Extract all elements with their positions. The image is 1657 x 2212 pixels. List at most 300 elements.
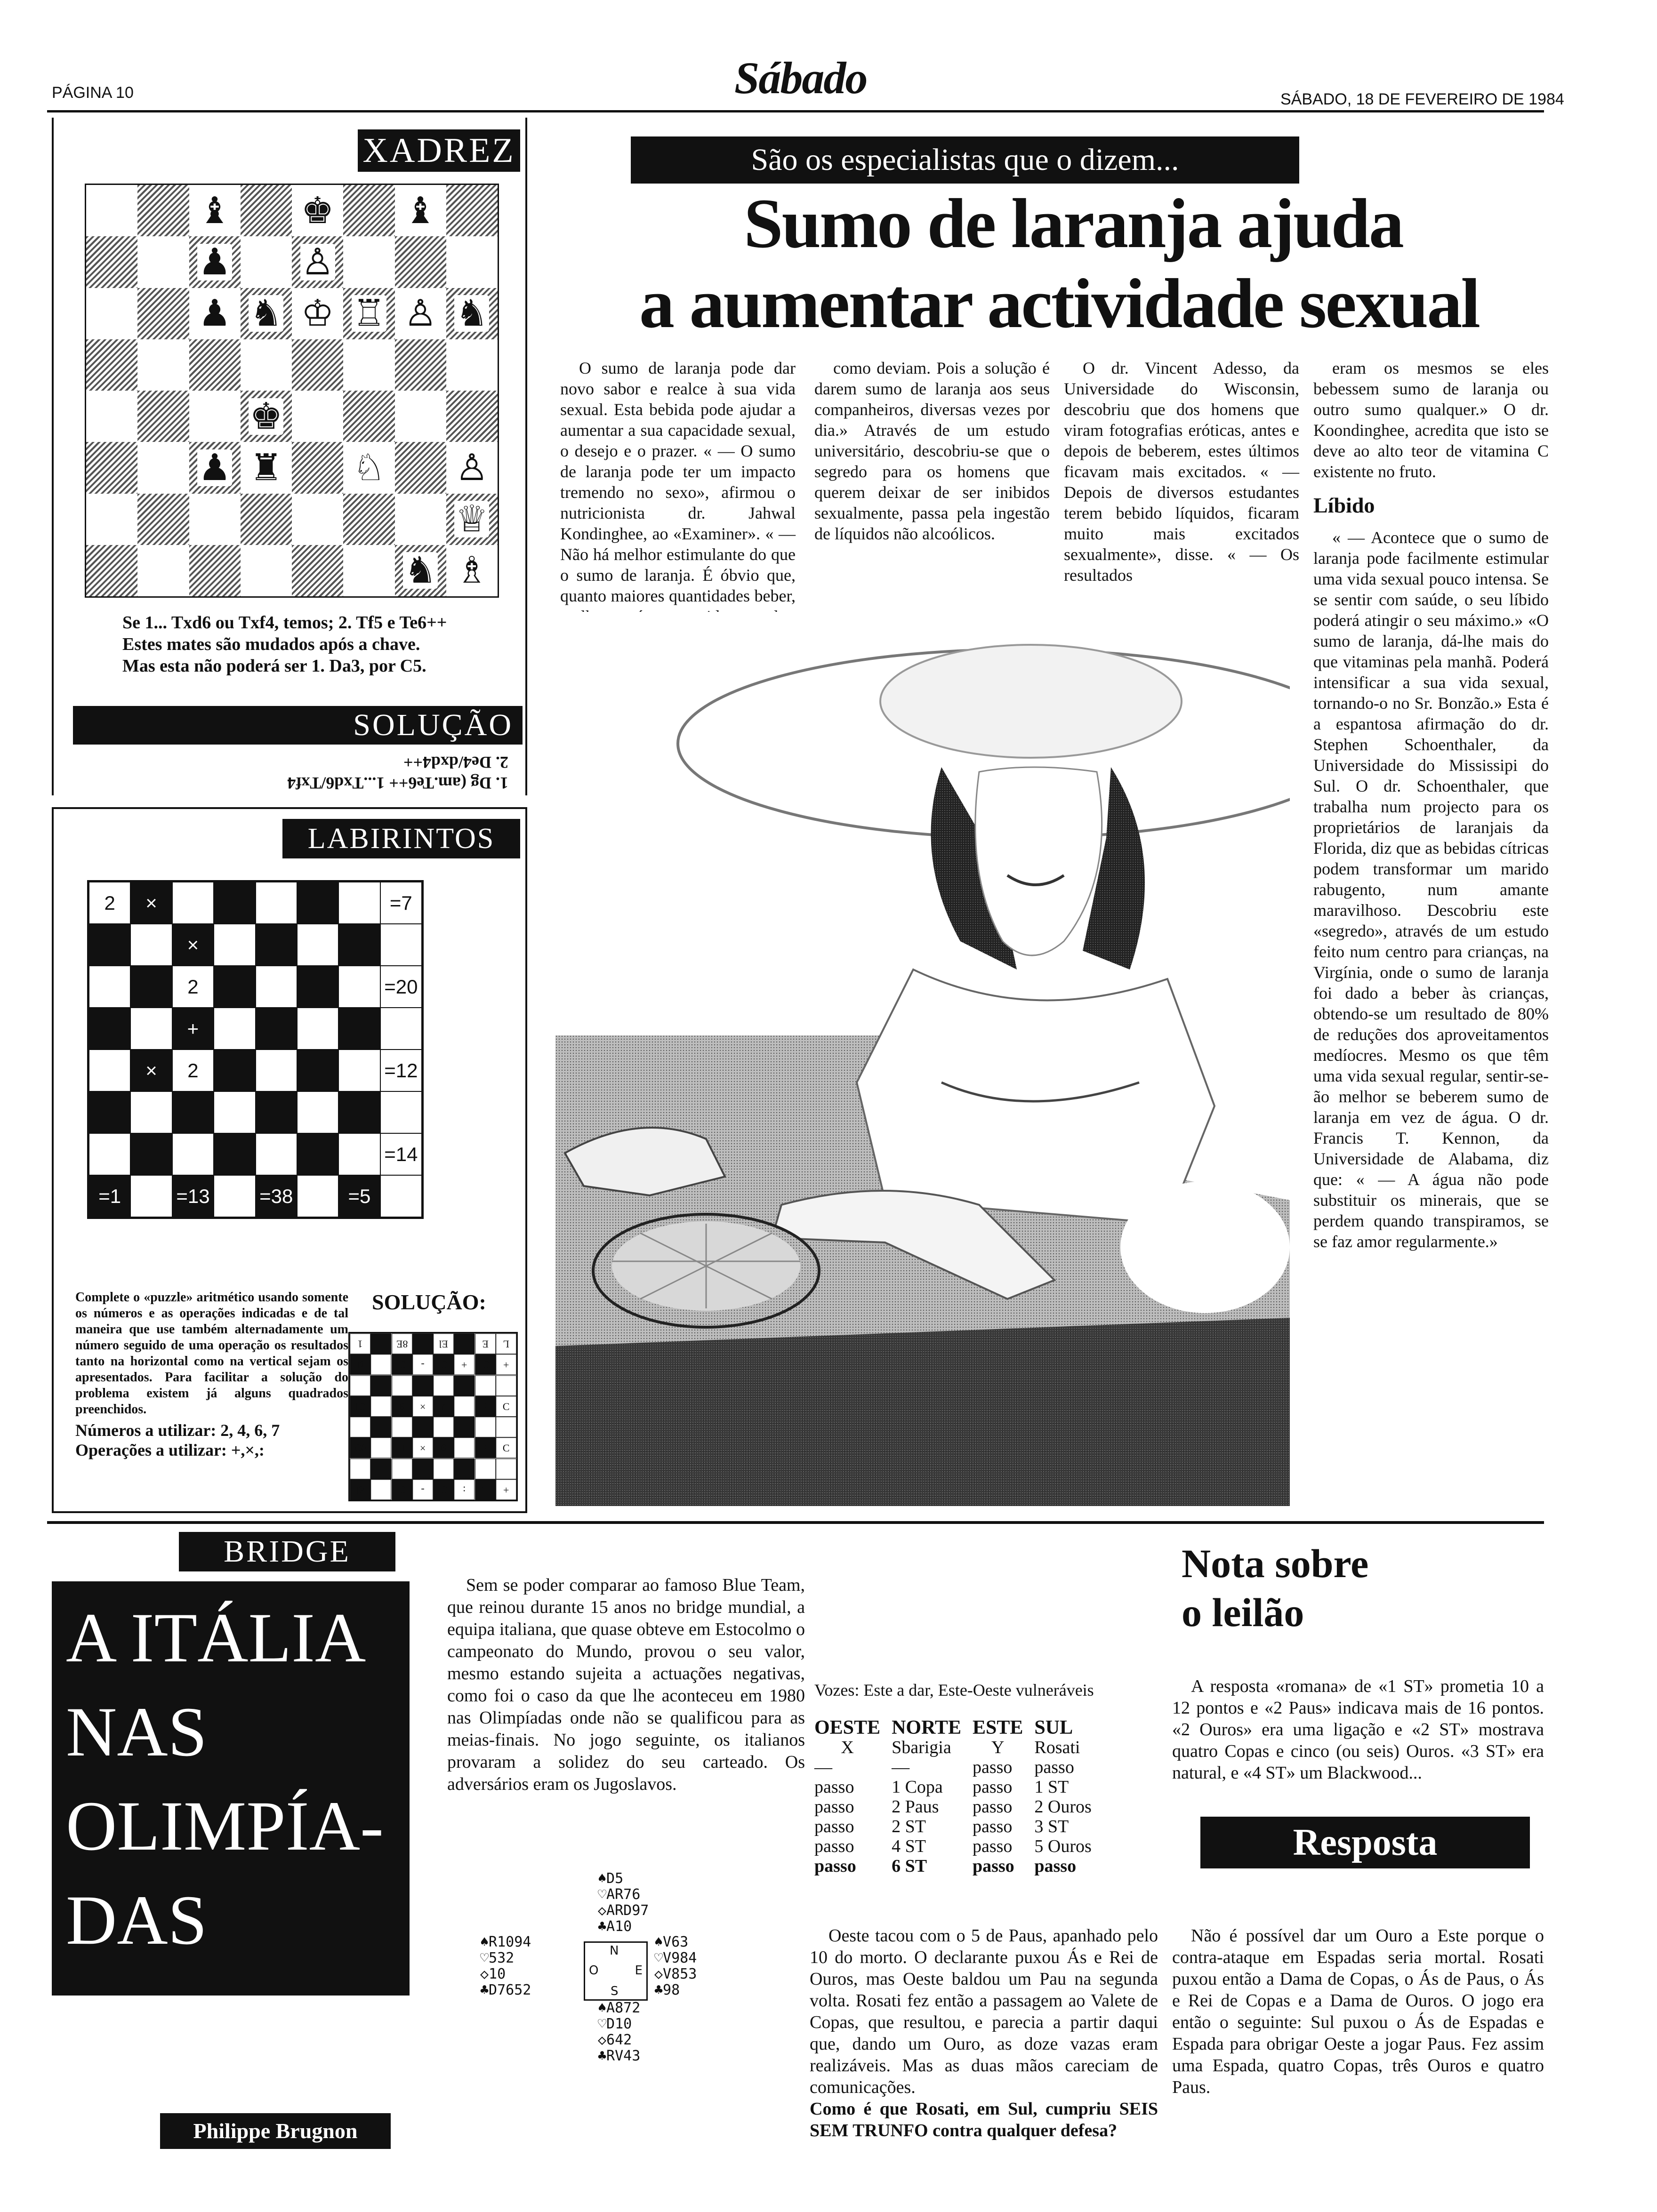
maze-solution-cell <box>433 1375 454 1396</box>
bidding-cell: 2 Ouros <box>1034 1797 1092 1817</box>
maze-solution-cell: : <box>475 1437 496 1458</box>
south-diamonds: ◇642 <box>598 2032 632 2048</box>
bidding-cell: 5 Ouros <box>1034 1836 1092 1856</box>
maze-solution-cell <box>392 1417 412 1437</box>
chess-piece: ♟ <box>198 292 232 335</box>
maze-cell <box>297 1175 338 1217</box>
maze-instructions <box>75 1290 348 1460</box>
chess-square <box>343 288 394 339</box>
bidding-cell: passo <box>972 1797 1013 1817</box>
maze-cell <box>130 1008 172 1050</box>
bidding-row <box>814 1836 1103 1856</box>
article-kicker: São os especialistas que o dizem... <box>631 136 1299 184</box>
bidding-names-row <box>814 1738 1103 1757</box>
bidding-header-row <box>814 1718 1103 1738</box>
maze-solution-cell: Ɔ <box>433 1354 454 1375</box>
maze-cell <box>297 1091 338 1133</box>
chess-square <box>86 288 137 339</box>
bridge-play <box>810 1925 1158 2141</box>
bidding-table <box>814 1718 1103 1876</box>
bidding-player: Sbarigia <box>892 1738 951 1757</box>
chess-piece: ♙ <box>404 292 437 335</box>
bidding-header: SUL <box>1034 1717 1073 1739</box>
maze-solution-cell <box>496 1375 516 1396</box>
maze-cell <box>214 1133 255 1175</box>
bidding-intro: Vozes: Este a dar, Este-Oeste vulneráveis <box>814 1681 1094 1699</box>
chess-square <box>292 545 343 596</box>
chess-square <box>292 442 343 493</box>
maze-solution-cell <box>350 1417 370 1437</box>
maze-cell <box>89 1008 130 1050</box>
chess-piece: ♗ <box>455 549 489 592</box>
maze-solution-cell <box>412 1459 433 1479</box>
chess-square <box>446 236 498 288</box>
maze-cell <box>338 966 380 1008</box>
maze-cell: × <box>130 1050 172 1091</box>
west-hearts: ♡532 <box>480 1950 515 1966</box>
chess-square <box>137 545 189 596</box>
chess-square <box>343 391 394 442</box>
maze-cell <box>380 1175 422 1217</box>
maze-cell <box>338 924 380 966</box>
maze-solution-cell <box>350 1459 370 1479</box>
north-clubs: ♣A10 <box>598 1918 632 1935</box>
chess-square <box>343 339 394 391</box>
bidding-cell: passo <box>972 1817 1013 1836</box>
chess-caption-line: Mas esta não poderá ser 1. Da3, por C5. <box>122 656 426 676</box>
note-text-body: A resposta «romana» de «1 ST» prometia 10 a 12 pontos e «2 Paus» indicava mais de 16 pontos. «2 Ouros» era uma ligação e «2 ST» mostrava quatro Copas e cinco (ou seis) Ouros. «3 ST» era natural, e «4 ST» um Blackwood... <box>1172 1676 1544 1783</box>
bridge-headline <box>52 1581 410 1996</box>
maze-cell <box>297 924 338 966</box>
bidding-cell: — <box>892 1757 910 1777</box>
maze-solution-cell <box>392 1459 412 1479</box>
bidding-cell: 6 ST <box>892 1856 927 1876</box>
bidding-cell: passo <box>814 1836 854 1856</box>
maze-solution-cell: L <box>475 1479 496 1500</box>
bidding-header: ESTE <box>972 1717 1023 1739</box>
chess-square <box>446 545 498 596</box>
maze-cell <box>338 1091 380 1133</box>
maze-solution-cell <box>454 1375 475 1396</box>
chess-square <box>395 185 446 236</box>
bidding-cell: 2 ST <box>892 1817 926 1836</box>
chess-square <box>137 185 189 236</box>
chess-piece: ♞ <box>249 292 283 335</box>
maze-cell <box>297 882 338 924</box>
maze-cell <box>214 1008 255 1050</box>
maze-solution-cell: 2 <box>433 1396 454 1417</box>
chess-square <box>189 494 241 545</box>
maze-solution-cell: Ɔ <box>496 1396 516 1417</box>
bidding-cell: passo <box>1034 1757 1074 1777</box>
bidding-cell: 3 ST <box>1034 1817 1069 1836</box>
maze-cell: 2 <box>172 966 214 1008</box>
maze-cell <box>297 1133 338 1175</box>
bridge-question: Como é que Rosati, em Sul, cumpriu SEIS SEM TRUNFO contra qualquer defesa? <box>810 2099 1158 2140</box>
maze-cell <box>256 1133 297 1175</box>
chess-square <box>446 339 498 391</box>
chess-square <box>446 288 498 339</box>
maze-solution-cell <box>475 1459 496 1479</box>
chess-square <box>241 442 292 493</box>
compass-s: S <box>611 1984 619 1998</box>
maze-solution-cell: + <box>496 1354 516 1375</box>
chess-piece: ♖ <box>352 292 386 335</box>
bridge-play-text: Oeste tacou com o 5 de Paus, apanhado pelo 10 do morto. O declarante puxou Ás e Rei de Ouros, mas Oeste baldou um Pau na segunda volta. Rosati fez então a passagem ao Valete de Copas, que resultou, e parecia a partir daqui que, dando um Ouro, as doze vazas eram realizáveis. Mas as duas mãos careciam de comunicações. <box>810 1926 1158 2097</box>
maze-cell <box>256 924 297 966</box>
bridge-headline-line: DAS <box>66 1881 208 1959</box>
maze-solution-cell <box>370 1479 391 1500</box>
south-hearts: ♡D10 <box>598 2016 632 2032</box>
chess-square <box>395 288 446 339</box>
maze-solution-cell <box>370 1375 391 1396</box>
note-title <box>1182 1539 1368 1637</box>
bidding-cell: passo <box>972 1757 1013 1777</box>
bidding-cell: passo <box>972 1856 1014 1876</box>
maze-solution-cell: × <box>412 1437 433 1458</box>
maze-solution-cell <box>370 1354 391 1375</box>
maze-solution-cell: Ɔl <box>350 1396 370 1417</box>
maze-solution-cell: Ɔ <box>392 1354 412 1375</box>
maze-solution-cell: L <box>496 1333 516 1354</box>
maze-cell <box>172 1091 214 1133</box>
maze-cell <box>297 1008 338 1050</box>
chess-square <box>343 494 394 545</box>
bidding-cell: 2 Paus <box>892 1797 939 1817</box>
bidding-header: OESTE <box>814 1717 881 1739</box>
chess-caption-line: Estes mates são mudados após a chave. <box>122 634 420 654</box>
maze-solution-cell: : <box>475 1396 496 1417</box>
maze-cell: =20 <box>380 966 422 1008</box>
chess-square <box>137 288 189 339</box>
maze-solution-cell: Ɔ <box>433 1479 454 1500</box>
maze-cell <box>89 924 130 966</box>
bridge-hand-north <box>598 1871 649 1935</box>
chess-square <box>241 545 292 596</box>
maze-title: LABIRINTOS <box>282 819 520 858</box>
maze-cell: =1 <box>89 1175 130 1217</box>
maze-solution-cell: 0Ɔ <box>350 1437 370 1458</box>
chess-solution-title: SOLUÇÃO <box>73 706 523 745</box>
maze-solution-cell <box>412 1333 433 1354</box>
bidding-cell: 1 ST <box>1034 1777 1069 1797</box>
maze-cell <box>130 1091 172 1133</box>
chess-piece: ♔ <box>301 292 334 335</box>
maze-cell <box>338 1008 380 1050</box>
maze-cell <box>256 1008 297 1050</box>
chess-square <box>137 442 189 493</box>
maze-solution-cell <box>370 1459 391 1479</box>
bidding-cell: passo <box>1034 1856 1077 1876</box>
chess-square <box>343 545 394 596</box>
maze-solution-cell: L <box>392 1437 412 1458</box>
maze-solution-cell: + <box>496 1479 516 1500</box>
chess-square <box>446 185 498 236</box>
maze-cell: =13 <box>172 1175 214 1217</box>
bidding-row <box>814 1797 1103 1817</box>
article-headline-2: a aumentar actividade sexual <box>639 264 1480 343</box>
chess-caption <box>122 612 518 677</box>
maze-cell: =14 <box>380 1133 422 1175</box>
maze-operations: Operações a utilizar: +,×,: <box>75 1441 265 1459</box>
maze-solution-cell <box>475 1375 496 1396</box>
bridge-hand-west <box>480 1934 531 1998</box>
article-col-4-text: eram os mesmos se eles bebessem sumo de laranja ou outro sumo qualquer.» O dr. Koondinghee, acredita que isto se deve ao alto teor de vitamina C existente no fruto. <box>1313 359 1549 481</box>
maze-cell <box>130 1133 172 1175</box>
maze-solution-cell: 1 <box>350 1333 370 1354</box>
chess-square <box>395 339 446 391</box>
chess-square <box>189 391 241 442</box>
bridge-intro-text: Sem se poder comparar ao famoso Blue Team, que reinou durante 15 anos no bridge mundial, a equipa italiana, que quase obteve em Estocolmo o campeonato do Mundo, provou o seu valor, mesmo estando sujeita a actuações negativas, como foi o caso da que lhe aconteceu em 1980 nas Olimpíadas onde não se qualificou para as meias-finais. No jogo seguinte, os italianos provaram a solidez do seu carteado. Os adversários eram os Jugoslavos. <box>447 1575 805 1794</box>
bidding-cell: passo <box>814 1817 854 1836</box>
bidding-cell: 1 Copa <box>892 1777 943 1797</box>
maze-solution-cell <box>370 1437 391 1458</box>
chess-square <box>189 442 241 493</box>
maze-cell: =5 <box>338 1175 380 1217</box>
maze-cell: 2 <box>172 1050 214 1091</box>
chess-square <box>189 236 241 288</box>
maze-solution-cell: 8E <box>392 1333 412 1354</box>
chess-solution-text <box>179 752 508 793</box>
chess-square <box>86 442 137 493</box>
bidding-player: Y <box>991 1738 1005 1757</box>
north-hearts: ♡AR76 <box>598 1886 641 1903</box>
bidding-cell: passo <box>972 1836 1013 1856</box>
maze-cell <box>338 1050 380 1091</box>
chess-square <box>292 288 343 339</box>
maze-cell <box>214 966 255 1008</box>
maze-cell: + <box>172 1008 214 1050</box>
chess-square <box>395 545 446 596</box>
maze-cell <box>130 924 172 966</box>
east-hearts: ♡V984 <box>654 1950 697 1966</box>
note-title-line: Nota sobre <box>1182 1541 1369 1586</box>
bidding-cell: passo <box>814 1797 854 1817</box>
maze-solution-cell <box>454 1417 475 1437</box>
bidding-cell: 4 ST <box>892 1836 926 1856</box>
maze-cell <box>338 1133 380 1175</box>
bidding-row <box>814 1757 1103 1777</box>
chess-square <box>86 391 137 442</box>
article-photo <box>555 612 1290 1506</box>
chess-square <box>86 545 137 596</box>
chess-square <box>241 391 292 442</box>
east-spades: ♠V63 <box>654 1934 689 1950</box>
maze-cell: =12 <box>380 1050 422 1091</box>
maze-cell <box>214 1175 255 1217</box>
maze-solution-cell: × <box>412 1396 433 1417</box>
bridge-headline-line: A ITÁLIA <box>66 1599 366 1677</box>
maze-solution-cell <box>496 1459 516 1479</box>
chess-square <box>137 236 189 288</box>
maze-solution-cell <box>454 1437 475 1458</box>
north-spades: ♠D5 <box>598 1870 624 1887</box>
maze-cell <box>214 1050 255 1091</box>
maze-cell <box>89 1050 130 1091</box>
chess-piece: ♞ <box>404 549 437 592</box>
west-clubs: ♣D7652 <box>480 1982 531 1998</box>
maze-cell: 2 <box>89 882 130 924</box>
page-date: SÁBADO, 18 DE FEVEREIRO DE 1984 <box>1280 90 1564 108</box>
maze-solution-cell <box>412 1375 433 1396</box>
chess-piece: ♙ <box>455 446 489 489</box>
maze-cell <box>256 882 297 924</box>
maze-solution-cell <box>433 1417 454 1437</box>
chess-square <box>292 391 343 442</box>
chess-square <box>241 288 292 339</box>
maze-solution-cell: Ɔ <box>392 1479 412 1500</box>
chess-square <box>189 288 241 339</box>
chess-solution-line: 1. Dg (am.Te6++ 1...Txd6/Txf4 <box>287 774 508 793</box>
maze-solution-cell: 9 <box>433 1437 454 1458</box>
maze-grid <box>87 880 424 1219</box>
chess-piece: ♘ <box>352 446 386 489</box>
chess-piece: ♙ <box>301 240 334 283</box>
article-col-2-text: como deviam. Pois a solução é darem sumo de laranja aos seus companheiros, diversas vezes por dia.» Através de um estudo universitário, descobriu-se que o segredo para os homens que querem deixar de ser inibidos sexualmente, passa pela ingestão de líquidos não alcoólicos. <box>814 359 1050 543</box>
chess-square <box>343 442 394 493</box>
chess-square <box>137 391 189 442</box>
compass-n: N <box>610 1944 619 1958</box>
maze-cell <box>380 1091 422 1133</box>
maze-cell <box>256 966 297 1008</box>
chess-square <box>241 236 292 288</box>
maze-cell <box>380 924 422 966</box>
maze-cell <box>172 882 214 924</box>
chess-title: XADREZ <box>358 129 520 172</box>
chess-square <box>446 494 498 545</box>
maze-solution-cell <box>454 1459 475 1479</box>
chess-square <box>446 442 498 493</box>
maze-numbers: Números a utilizar: 2, 4, 6, 7 <box>75 1421 280 1440</box>
bridge-compass <box>584 1941 648 2001</box>
maze-cell <box>172 1133 214 1175</box>
maze-solution-cell: - <box>412 1354 433 1375</box>
bridge-headline-line: OLIMPÍA- <box>66 1787 384 1865</box>
bidding-row <box>814 1817 1103 1836</box>
maze-solution-cell: 9 <box>392 1396 412 1417</box>
article-col-4b-text: « — Acontece que o sumo de laranja pode facilmente estimular uma vida sexual pouco intensa. Se se sentir com saúde, o seu líbido poderá atingir o seu máximo.» «O sumo de laranja, dá-lhe mais do que vitaminas pela manhã. Poderá intensificar a sua vida sexual, tornando-o no Sr. Bonzão.» Esta é a espantosa afirmação do dr. Stephen Schoenthaler, da Universidade do Mississipi do Sul. O dr. Schoenthaler, que trabalha num projecto para os proprietários de laranjais da Florida, diz que as bebidas cítricas podem transformar um marido rabugento, num amante maravilhoso. Descobriu este «segredo», através de um estudo feito num centro para crianças, na Virgínia, onde o sumo de laranja foi dado a beber às crianças, obtendo-se um resultado de 80% de reduções dos aproveitamentos medíocres. Mesmo os que têm uma vida sexual regular, sentir-se-ão melhor se beberem sumo de laranja em vez de água. O dr. Francis T. Kennon, da Universidade de Alabama, diz que: « — A água não pode substituir os minerais, que se perdem quando transpiramos, se se faz amor regularmente.» <box>1313 528 1549 1251</box>
maze-cell <box>297 1050 338 1091</box>
article-col-4 <box>1313 358 1549 1252</box>
south-spades: ♠A872 <box>598 2000 641 2016</box>
bridge-headline-line: NAS <box>66 1693 208 1771</box>
bidding-cell: — <box>814 1757 832 1777</box>
maze-solution-cell <box>433 1459 454 1479</box>
chess-piece: ♟ <box>198 240 232 283</box>
masthead-logo: Sábado <box>734 53 867 103</box>
maze-cell <box>214 924 255 966</box>
maze-cell <box>89 1133 130 1175</box>
maze-cell <box>256 1091 297 1133</box>
chess-square <box>189 545 241 596</box>
maze-solution-cell <box>370 1417 391 1437</box>
west-diamonds: ◇10 <box>480 1966 506 1982</box>
header-rule <box>47 110 1544 112</box>
maze-cell <box>214 1091 255 1133</box>
article-col-1-text: O sumo de laranja pode dar novo sabor e realce à sua vida sexual. Esta bebida pode ajudar a aumentar a sua capacidade sexual, o desejo e o prazer. « — O sumo de laranja pode ter um impacto tremendo no sexo», afirmou o nutricionista dr. Jahwal Kondinghee, ao «Examiner». « — Não há melhor estimulante do que o sumo de laranja. É óbvio que, quanto maiores quantidades beber, <box>560 359 796 605</box>
page-number: PÁGINA 10 <box>52 84 134 102</box>
note-title-line: o leilão <box>1182 1590 1304 1635</box>
maze-solution-cell <box>370 1396 391 1417</box>
chess-solution-line: 2. De4/dxd4++ <box>403 753 508 772</box>
article-subhead: Líbido <box>1313 493 1375 517</box>
chess-square <box>241 339 292 391</box>
bridge-hand-south <box>598 2000 640 2064</box>
maze-solution-label: SOLUÇÃO: <box>372 1290 486 1314</box>
maze-cell <box>338 882 380 924</box>
chess-square <box>189 339 241 391</box>
maze-solution-cell <box>454 1396 475 1417</box>
bidding-cell: passo <box>814 1856 856 1876</box>
answer-text-body: Não é possível dar um Ouro a Este porque o contra-ataque em Espadas seria mortal. Rosati puxou então a Dama de Copas, o Ás de Paus, o Ás e Rei de Copas e a Dama de Ouros. O jogo era então o seguinte: Sul puxou o Ás de Espadas e Espada para obrigar Oeste a jogar Paus. Fez assim uma Espada, quatro Copas, três Ouros e quatro Paus. <box>1172 1926 1544 2097</box>
chess-square <box>395 391 446 442</box>
article-col-2 <box>814 358 1050 544</box>
chess-piece: ♚ <box>301 189 334 232</box>
east-clubs: ♣98 <box>654 1982 680 1998</box>
maze-cell: =38 <box>256 1175 297 1217</box>
chess-square <box>86 339 137 391</box>
maze-solution-cell <box>350 1375 370 1396</box>
maze-cell <box>89 966 130 1008</box>
chess-square <box>395 236 446 288</box>
maze-cell <box>130 966 172 1008</box>
chess-square <box>446 391 498 442</box>
chess-square <box>343 236 394 288</box>
maze-cell <box>380 1008 422 1050</box>
chess-square <box>343 185 394 236</box>
maze-cell <box>89 1091 130 1133</box>
chess-board <box>85 184 499 598</box>
chess-square <box>189 185 241 236</box>
bidding-row <box>814 1856 1103 1876</box>
chess-square <box>137 494 189 545</box>
maze-solution-cell <box>370 1333 391 1354</box>
chess-square <box>86 185 137 236</box>
maze-solution-cell <box>475 1417 496 1437</box>
chess-piece: ♝ <box>404 189 437 232</box>
section-divider <box>47 1521 1544 1524</box>
article-headline-1: Sumo de laranja ajuda <box>744 184 1403 263</box>
maze-solution-cell: Ɛl <box>350 1479 370 1500</box>
bridge-author: Philippe Brugnon <box>160 2113 391 2149</box>
bidding-header: NORTE <box>892 1717 961 1739</box>
answer-text <box>1172 1925 1544 2098</box>
bidding-cell: passo <box>972 1777 1013 1797</box>
compass-e: E <box>635 1964 643 1978</box>
chess-square <box>292 236 343 288</box>
maze-cell: × <box>130 882 172 924</box>
maze-cell <box>214 882 255 924</box>
chess-piece: ♚ <box>249 395 283 438</box>
article-col-3 <box>1064 358 1299 585</box>
chess-square <box>137 339 189 391</box>
chess-piece: ♟ <box>198 446 232 489</box>
bridge-hand-east <box>654 1934 697 1998</box>
maze-cell: =7 <box>380 882 422 924</box>
maze-solution-cell <box>454 1333 475 1354</box>
bidding-player: X <box>841 1738 854 1757</box>
west-spades: ♠R1094 <box>480 1934 531 1950</box>
maze-cell <box>130 1175 172 1217</box>
maze-solution-cell: ȶl <box>350 1354 370 1375</box>
chess-square <box>395 494 446 545</box>
maze-solution-cell <box>496 1417 516 1437</box>
south-clubs: ♣RV43 <box>598 2048 641 2064</box>
bidding-player: Rosati <box>1034 1738 1080 1757</box>
maze-solution-cell: Ɔ <box>496 1437 516 1458</box>
chess-piece: ♝ <box>198 189 232 232</box>
maze-solution-cell: : <box>454 1479 475 1500</box>
